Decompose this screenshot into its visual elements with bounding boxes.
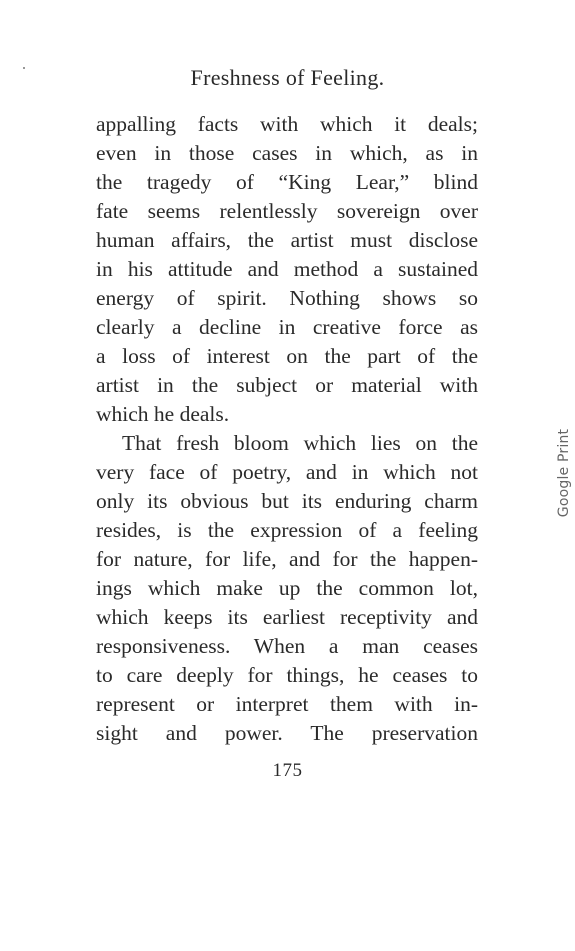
text-line: fate seems relentlessly sovereign over xyxy=(96,199,478,223)
text-line: a loss of interest on the part of the xyxy=(96,344,478,368)
text-line: human affairs, the artist must disclose xyxy=(96,228,478,252)
text-line: very face of poetry, and in which not xyxy=(96,460,478,484)
text-line: even in those cases in which, as in xyxy=(96,141,478,165)
running-head: Freshness of Feeling. xyxy=(190,65,385,90)
watermark-text: Google Print xyxy=(556,428,572,518)
google-print-watermark xyxy=(552,423,575,523)
text-line: resides, is the expression of a feeling xyxy=(96,518,478,542)
text-line: sight and power. The preservation xyxy=(96,721,478,745)
text-line: which keeps its earliest receptivity and xyxy=(96,605,478,629)
paragraph-2 xyxy=(96,429,478,748)
text-line: represent or interpret them with in- xyxy=(96,692,478,716)
text-line: responsiveness. When a man ceases xyxy=(96,634,478,658)
text-line: in his attitude and method a sustained xyxy=(96,257,478,281)
text-line: which he deals. xyxy=(96,402,230,426)
text-line: ings which make up the common lot, xyxy=(96,576,478,600)
body-text xyxy=(96,110,478,748)
text-line: the tragedy of “King Lear,” blind xyxy=(96,170,478,194)
text-line: only its obvious but its enduring charm xyxy=(96,489,478,513)
paragraph-1 xyxy=(96,110,478,429)
page-number: 175 xyxy=(272,760,303,781)
text-line: artist in the subject or material with xyxy=(96,373,478,397)
text-line: clearly a decline in creative force as xyxy=(96,315,478,339)
text-line: energy of spirit. Nothing shows so xyxy=(96,286,478,310)
text-line: That fresh bloom which lies on the xyxy=(122,431,478,455)
text-line: for nature, for life, and for the happen- xyxy=(96,547,478,571)
text-line: appalling facts with which it deals; xyxy=(96,112,478,136)
text-line: to care deeply for things, he ceases to xyxy=(96,663,478,687)
